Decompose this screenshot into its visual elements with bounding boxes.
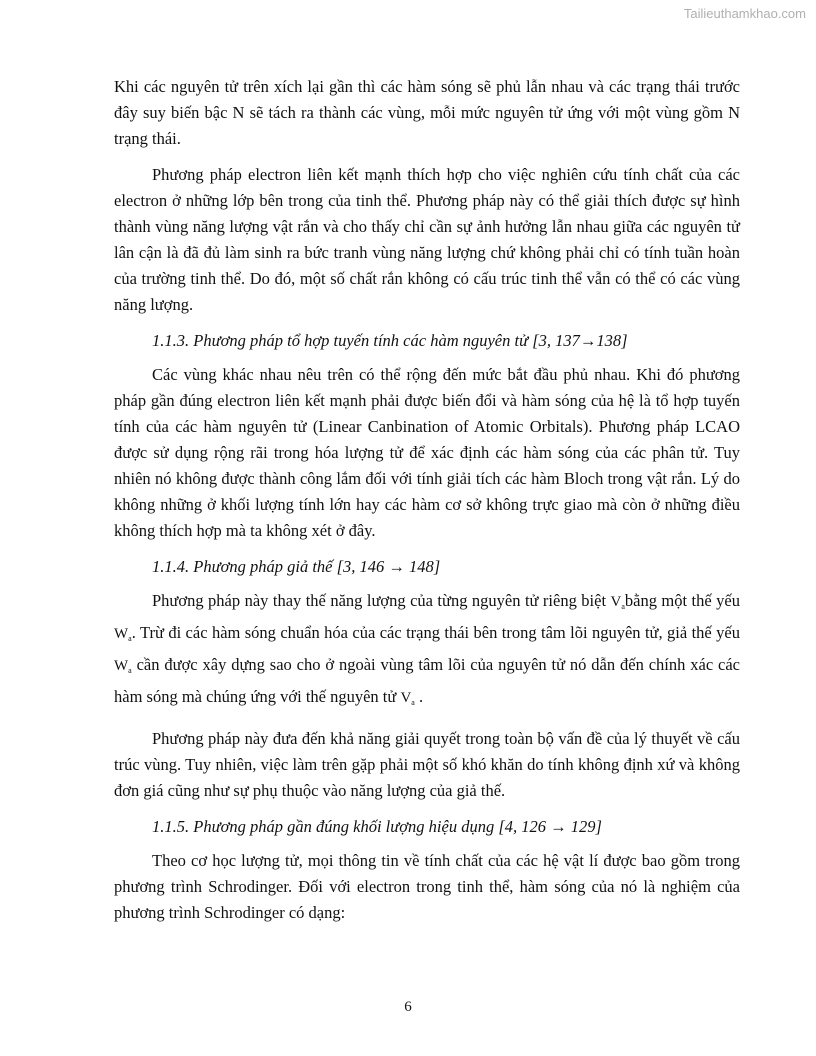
section-heading-1-1-5: 1.1.5. Phương pháp gần đúng khối lượng hiệu dụng [4, 126 → 129] — [152, 817, 602, 836]
text-run: bằng một thế yếu — [624, 591, 740, 610]
text-run: . — [414, 687, 424, 706]
paragraph: Theo cơ học lượng tử, mọi thông tin về tính chất của các hệ vật lí được bao gồm trong phương trình Schrodinger. Đối với electron trong tinh thể, hàm sóng của nó là nghiệm của phương trình Schrodinger có dạng: — [114, 851, 740, 922]
watermark: Tailieuthamkhao.com — [683, 6, 806, 21]
symbol-w-a: $W_a$ — [114, 658, 132, 675]
paragraph: Các vùng khác nhau nêu trên có thể rộng đến mức bắt đầu phủ nhau. Khi đó phương pháp gần đúng electron liên kết mạnh phải được biến đổi và hàm sóng của hệ là tổ hợp tuyến tính của các hàm nguyên tử (Linear Canbination of Atomic Orbitals). Phương pháp LCAO được sử dụng rộng rãi trong hóa lượng tử để xác định các hàm sóng của các phân tử. Tuy nhiên nó không được thành công lắm đối với tính giải tích các hàm Bloch trong vật rắn. Lý do không những ở khối lượng tính lớn hay các hàm cơ sở không trực giao mà còn ở những điều không thích hợp mà ta không xét ở đây. — [114, 365, 740, 540]
section-heading-1-1-4: 1.1.4. Phương pháp giả thế [3, 146 → 148] — [152, 557, 441, 576]
symbol-w-a: $W_a$ — [114, 626, 132, 643]
document-body — [114, 74, 740, 936]
text-run: Phương pháp này thay thế năng lượng của từng nguyên tử riêng biệt — [152, 591, 611, 610]
page-number: 6 — [404, 999, 412, 1015]
symbol-v-a: $V_a$ — [400, 690, 415, 707]
paragraph: Phương pháp electron liên kết mạnh thích hợp cho việc nghiên cứu tính chất của các electron ở những lớp bên trong của tinh thể. Phương pháp này có thể giải thích được sự hình thành vùng năng lượng vật rắn và cho thấy chỉ cần sự ảnh hưởng lẫn nhau giữa các nguyên tử lân cận là đã đủ làm sinh ra bức tranh vùng năng lượng chứ không phải chỉ có tính tuần hoàn của trường tinh thể. Do đó, một số chất rắn không có cấu trúc tinh thể vẫn có thể có các vùng năng lượng. — [114, 165, 740, 314]
section-heading-1-1-3: 1.1.3. Phương pháp tổ hợp tuyến tính các hàm nguyên tử [3, 137→138] — [152, 331, 628, 350]
text-run: cần được xây dựng sao cho ở ngoài vùng tâm lõi của nguyên tử nó dẫn đến chính xác các hàm sóng mà chúng ứng với thế nguyên tử — [114, 655, 740, 706]
paragraph-pseudopotential — [114, 588, 740, 716]
symbol-v-a: $V_a$ — [610, 594, 625, 611]
text-run: . Trừ đi các hàm sóng chuẩn hóa của các trạng thái bên trong tâm lõi nguyên tử, giả thế yếu — [131, 623, 740, 642]
paragraph: Phương pháp này đưa đến khả năng giải quyết trong toàn bộ vấn đề của lý thuyết về cấu trúc vùng. Tuy nhiên, việc làm trên gặp phải một số khó khăn do tính không định xứ và không đơn giá cũng như sự phụ thuộc vào năng lượng của giả thế. — [114, 729, 740, 800]
paragraph: Khi các nguyên tử trên xích lại gần thì các hàm sóng sẽ phủ lẫn nhau và các trạng thái trước đây suy biến bậc N sẽ tách ra thành các vùng, mỗi mức nguyên tử ứng với một vùng gồm N trạng thái. — [114, 77, 740, 148]
